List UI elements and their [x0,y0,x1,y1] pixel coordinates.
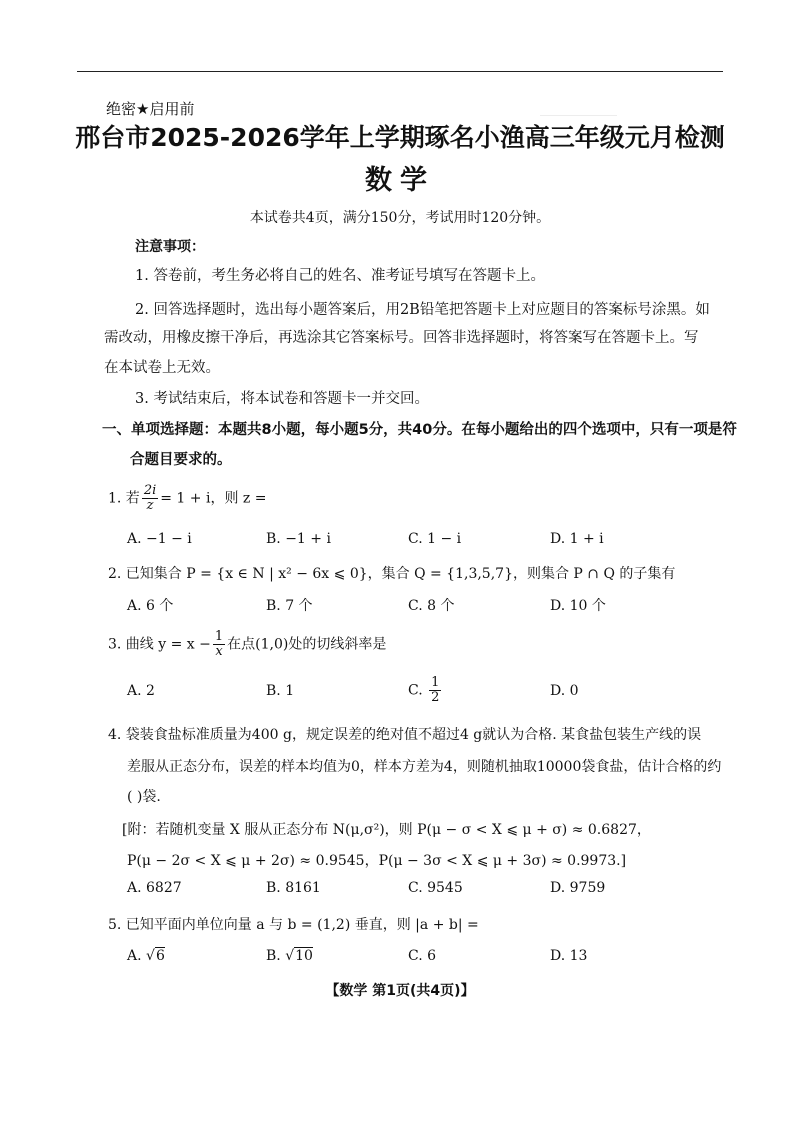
q5-option-d: D. 13 [550,948,588,964]
question-5: 5. 已知平面内单位向量 a 与 b = (1,2) 垂直，则 |a + b| = [108,917,479,933]
fraction: $\frac{1}{x}$ [214,629,224,659]
q4-option-d: D. 9759 [550,880,606,896]
q5-option-a: A. √6 [127,948,165,964]
notice-item-2: 2. 回答选择题时，选出每小题答案后，用2B铅笔把答题卡上对应题目的答案标号涂黑。如 [135,302,710,318]
q1-option-d: D. 1 + i [550,531,604,547]
q2-option-b: B. 7 个 [266,598,313,614]
notice-item-2-cont: 需改动，用橡皮擦干净后，再选涂其它答案标号。回答非选择题时，将答案写在答题卡上。写 [104,330,699,346]
q3-option-a: A. 2 [127,683,155,699]
q4-option-c: C. 9545 [408,880,463,896]
q5-option-c: C. 6 [408,948,437,964]
q3-option-b: B. 1 [266,683,295,699]
question-2: 2. 已知集合 P = {x ∈ N | x² − 6x ⩽ 0}，集合 Q = {1,3,5,7}，则集合 P ∩ Q 的子集有 [108,566,676,582]
notice-item-2-end: 在本试卷上无效。 [104,360,220,376]
section-heading-cont: 合题目要求的。 [130,452,232,468]
question-4-appendix-2: P(μ − 2σ < X ⩽ μ + 2σ) ≈ 0.9545，P(μ − 3σ < X ⩽ μ + 3σ) ≈ 0.9973.] [127,853,627,869]
exam-info: 本试卷共4页，满分150分，考试用时120分钟。 [249,210,551,226]
fraction: $\frac{1}{2}$ [431,675,440,705]
q1-option-a: A. −1 − i [127,531,192,547]
q1-option-b: B. −1 + i [266,531,331,547]
exam-title: 邢台市2025-2026学年上学期琢名小渔高三年级元月检测 [75,123,725,152]
q4-option-a: A. 6827 [127,880,182,896]
q5-option-b: B. √10 [266,948,313,964]
notice-item-3: 3. 考试结束后，将本试卷和答题卡一并交回。 [135,391,429,407]
q3-option-d: D. 0 [550,683,579,699]
question-4-line-1: 4. 袋装食盐标准质量为400 g，规定误差的绝对值不超过4 g就认为合格. 某食盐包装生产线的误 [108,727,702,743]
page-footer: 【数学 第1页(共4页)】 [325,983,475,999]
sqrt-icon: √ [146,948,155,964]
question-1: 1. 若 $\frac{2i}{z}$ = 1 + i，则 z = [108,483,267,513]
bleed-through-text: ______________ [540,103,617,116]
question-4-line-2: 差服从正态分布，误差的样本均值为0，样本方差为4，则随机抽取10000袋食盐，估计合格的约 [127,759,722,775]
confidential-label: 绝密★启用前 [106,100,195,118]
subject-title: 数学 [365,165,435,196]
q1-option-c: C. 1 − i [408,531,462,547]
sqrt-icon: √ [285,948,295,964]
q2-option-c: C. 8 个 [408,598,455,614]
q4-option-b: B. 8161 [266,880,321,896]
q2-option-a: A. 6 个 [127,598,174,614]
q2-option-d: D. 10 个 [550,598,606,614]
section-heading: 一、单项选择题：本题共8小题，每小题5分，共40分。在每小题给出的四个选项中，只有一项是符 [102,422,737,438]
q3-option-c: C. $\frac{1}{2}$ [408,675,440,705]
notice-title: 注意事项： [135,239,205,255]
fraction: $\frac{2i}{z}$ [143,483,157,513]
question-4-line-3: ( )袋. [127,789,161,805]
question-3: 3. 曲线 y = x − $\frac{1}{x}$ 在点(1,0)处的切线斜率是 [108,629,387,659]
notice-item-1: 1. 答卷前，考生务必将自己的姓名、准考证号填写在答题卡上。 [135,268,545,284]
header-rule [77,71,723,72]
question-4-appendix-1: [附：若随机变量 X 服从正态分布 N(μ,σ²)，则 P(μ − σ < X ⩽ μ + σ) ≈ 0.6827， [122,822,651,838]
